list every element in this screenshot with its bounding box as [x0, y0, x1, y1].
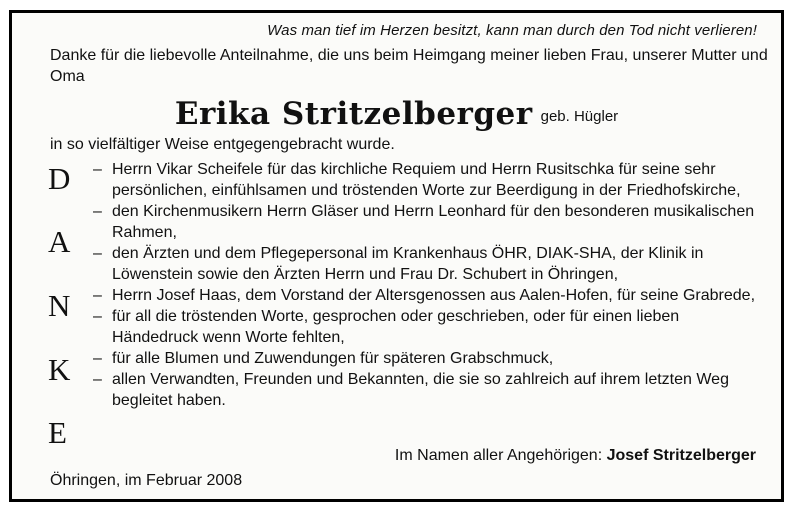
list-item: [93, 348, 763, 369]
motto-quote: Was man tief im Herzen besitzt, kann man durch den Tod nicht verlieren!: [267, 22, 757, 39]
place-date: Öhringen, im Februar 2008: [50, 472, 243, 489]
list-item: [93, 369, 763, 411]
list-item-text: Herrn Josef Haas, dem Vorstand der Altersgenossen aus Aalen-Hofen, für seine Grabrede,: [112, 287, 756, 304]
dash-bullet: –: [93, 350, 102, 367]
list-item-text: für all die tröstenden Worte, gesprochen oder geschrieben, oder für einen lieben Händedruck wenn Worte fehlten,: [112, 308, 680, 346]
name-row: [12, 96, 781, 132]
list-item: [93, 159, 763, 201]
list-item-text: für alle Blumen und Zuwendungen für späteren Grabschmuck,: [112, 350, 554, 367]
signature-name: Josef Stritzelberger: [606, 447, 756, 464]
danke-letter: D: [48, 161, 71, 196]
birth-name: geb. Hügler: [540, 108, 619, 125]
dash-bullet: –: [93, 161, 102, 178]
list-item-text: Herrn Vikar Scheifele für das kirchliche Requiem und Herrn Rusitschka für seine sehr persönlichen, einfühlsamen und tröstenden Worte zur Beerdigung in der Friedhofskirche,: [112, 161, 741, 199]
list-item-text: den Ärzten und dem Pflegepersonal im Krankenhaus ÖHR, DIAK-SHA, der Klinik in Löwenstein sowie den Ärzten Herrn und Frau Dr. Schubert in Öhringen,: [112, 245, 704, 283]
list-item-text: allen Verwandten, Freunden und Bekannten, die sie so zahlreich auf ihrem letzten Weg begleitet haben.: [112, 371, 729, 409]
list-item: [93, 306, 763, 348]
signature-line: [395, 447, 756, 465]
signature-prefix: Im Namen aller Angehörigen:: [394, 447, 603, 464]
dash-bullet: –: [93, 287, 102, 304]
danke-letter: A: [48, 224, 71, 259]
dash-bullet: –: [93, 245, 102, 262]
danke-letter: E: [48, 415, 67, 450]
danke-letter: N: [48, 288, 71, 323]
dash-bullet: –: [93, 371, 102, 388]
list-item: [93, 201, 763, 243]
deceased-name: Erika Stritzelberger: [174, 96, 533, 132]
list-item-text: den Kirchenmusikern Herrn Gläser und Herrn Leonhard für den besonderen musikalischen Rahmen,: [112, 203, 755, 241]
list-item: [93, 243, 763, 285]
obituary-card: [9, 10, 784, 502]
dash-bullet: –: [93, 308, 102, 325]
intro-text: Danke für die liebevolle Anteilnahme, die uns beim Heimgang meiner lieben Frau, unserer Mutter und Oma: [50, 47, 768, 85]
list-item: [93, 285, 763, 306]
thanks-list: [93, 159, 763, 411]
danke-letter: K: [48, 352, 71, 387]
dash-bullet: –: [93, 203, 102, 220]
intro-continuation: in so vielfältiger Weise entgegengebracht wurde.: [50, 136, 395, 153]
